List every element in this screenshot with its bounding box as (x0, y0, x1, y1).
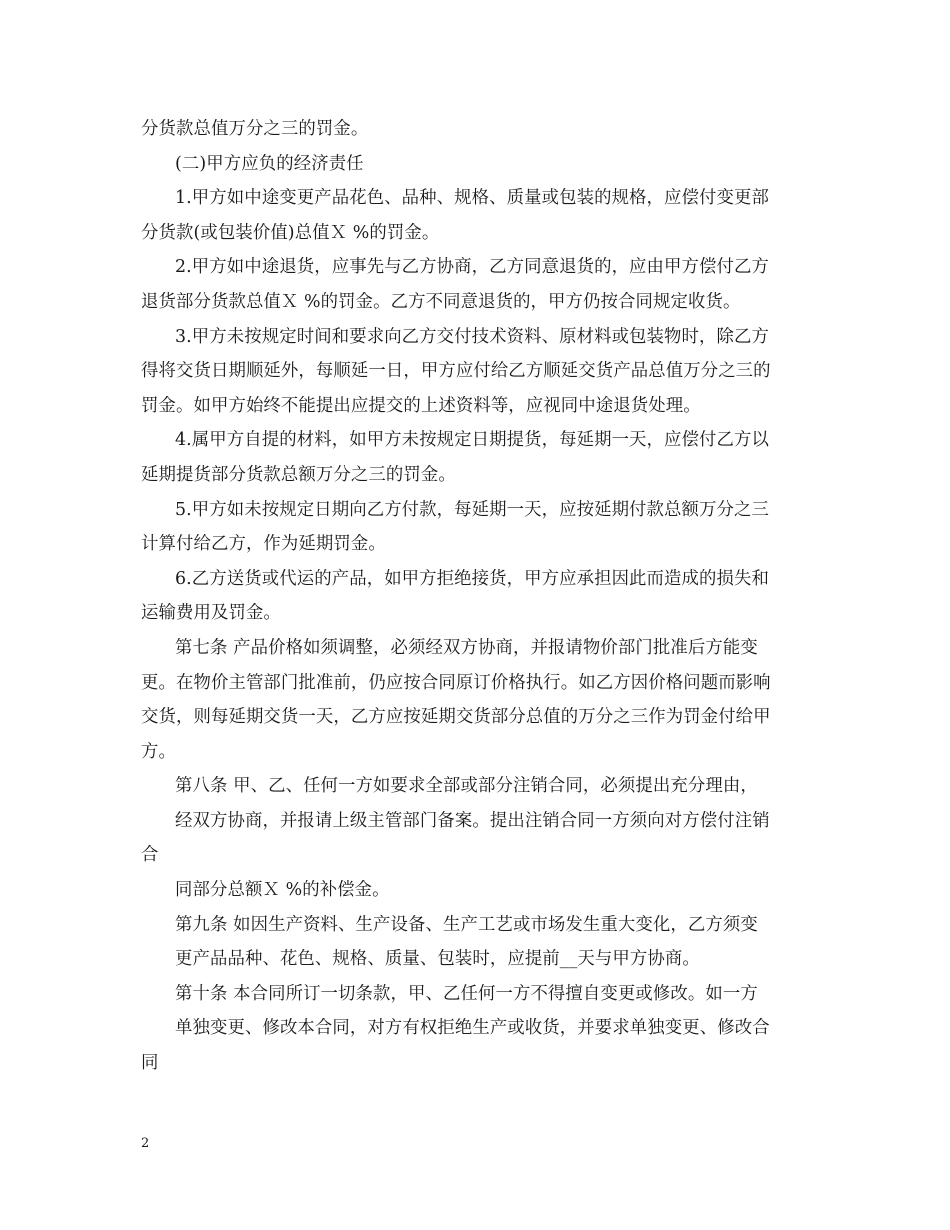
text-line: 运输费用及罚金。 (141, 603, 281, 624)
text-line: 退货部分货款总值Ｘ %的罚金。乙方不同意退货的，甲方仍按合同规定收货。 (141, 291, 741, 312)
text-line: 单独变更、修改本合同，对方有权拒绝生产或收货，并要求单独变更、修改合 (175, 1018, 770, 1039)
article-7-line: 第七条 产品价格如须调整，必须经双方协商，并报请物价部门批准后方能变 (175, 637, 758, 658)
article-9-line: 第九条 如因生产资料、生产设备、生产工艺或市场发生重大变化，乙方须变 (175, 914, 758, 935)
section-heading: (二)甲方应负的经济责任 (175, 153, 364, 174)
text-line: 5.甲方如未按规定日期向乙方付款，每延期一天，应按延期付款总额万分之三 (175, 499, 769, 520)
text-line: 延期提货部分货款总额万分之三的罚金。 (141, 464, 456, 485)
text-line: 6.乙方送货或代运的产品，如甲方拒绝接货，甲方应承担因此而造成的损失和 (175, 568, 769, 589)
text-line: 分货款(或包装价值)总值Ｘ %的罚金。 (141, 222, 440, 243)
text-line: 2.甲方如中途退货，应事先与乙方协商，乙方同意退货的，应由甲方偿付乙方 (175, 257, 769, 278)
document-body (141, 112, 813, 1081)
text-line: 同部分总额Ｘ %的补偿金。 (175, 880, 390, 901)
text-line: 经双方协商，并报请上级主管部门备案。提出注销合同一方须向对方偿付注销 (175, 810, 770, 831)
article-10-line: 第十条 本合同所订一切条款，甲、乙任何一方不得擅自变更或修改。如一方 (175, 983, 758, 1004)
text-line: 方。 (141, 741, 176, 762)
text-line: 得将交货日期顺延外，每顺延一日，甲方应付给乙方顺延交货产品总值万分之三的 (141, 361, 771, 382)
text-line: 同 (141, 1053, 159, 1074)
text-line: 4.属甲方自提的材料，如甲方未按规定日期提货，每延期一天，应偿付乙方以 (175, 430, 769, 451)
text-line: 更产品品种、花色、规格、质量、包装时，应提前__天与甲方协商。 (175, 949, 700, 970)
page-number: 2 (141, 1136, 150, 1151)
text-line: 3.甲方未按规定时间和要求向乙方交付技术资料、原材料或包装物时，除乙方 (175, 326, 769, 347)
text-line: 合 (141, 845, 159, 866)
text-line: 分货款总值万分之三的罚金。 (141, 119, 369, 139)
text-line: 罚金。如甲方始终不能提出应提交的上述资料等，应视同中途退货处理。 (141, 395, 701, 416)
text-line: 更。在物价主管部门批准前，仍应按合同原订价格执行。如乙方因价格问题而影响 (141, 672, 771, 693)
text-line: 计算付给乙方，作为延期罚金。 (141, 534, 386, 555)
text-line: 1.甲方如中途变更产品花色、品种、规格、质量或包装的规格，应偿付变更部 (175, 188, 769, 209)
text-line: 交货，则每延期交货一天，乙方应按延期交货部分总值的万分之三作为罚金付给甲 (141, 707, 771, 728)
article-8-line: 第八条 甲、乙、任何一方如要求全部或部分注销合同，必须提出充分理由， (175, 776, 758, 797)
